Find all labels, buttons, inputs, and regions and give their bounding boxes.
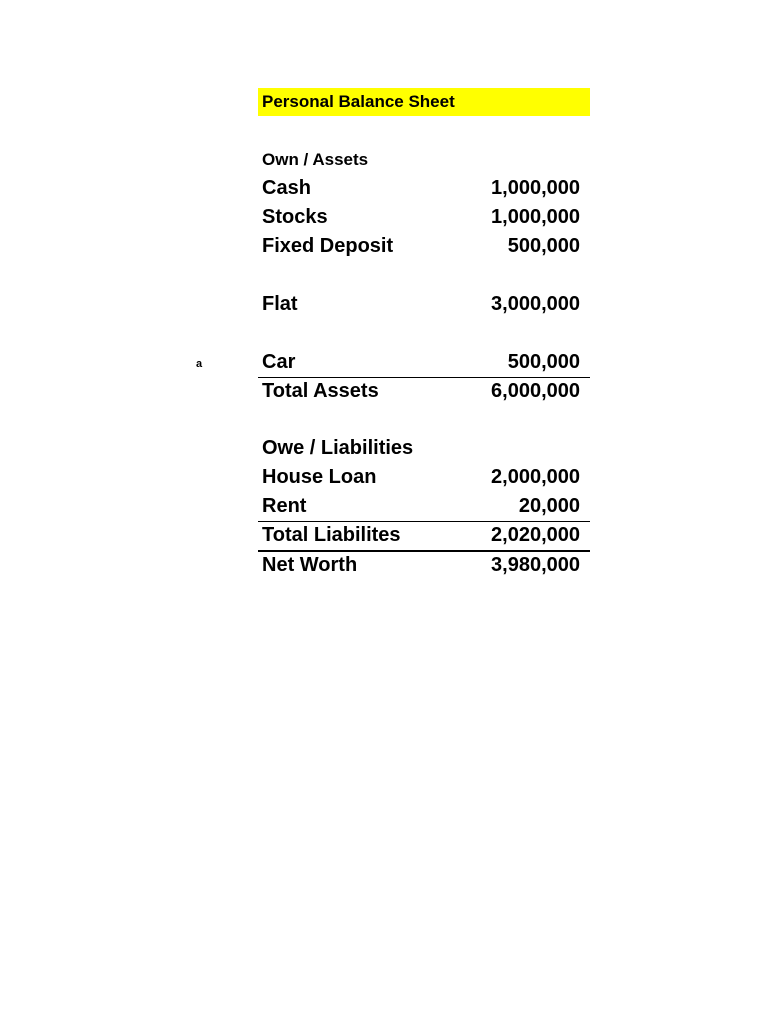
liabilities-heading-row	[258, 434, 590, 463]
asset-value: 500,000	[507, 235, 580, 257]
asset-value: 3,000,000	[491, 293, 580, 315]
liability-value: 2,000,000	[491, 466, 580, 488]
total-liabilities-label: Total Liabilites	[262, 524, 401, 546]
asset-row-car	[258, 348, 590, 377]
asset-row-flat	[258, 290, 590, 319]
asset-label: Fixed Deposit	[262, 235, 394, 257]
asset-value: 500,000	[507, 351, 580, 373]
margin-mark: a	[196, 358, 203, 370]
total-liabilities-row	[258, 521, 590, 550]
liability-label: Rent	[262, 495, 307, 517]
total-assets-value: 6,000,000	[491, 380, 580, 402]
asset-label: Car	[262, 351, 296, 373]
total-assets-label: Total Assets	[262, 380, 379, 402]
asset-row-cash	[258, 174, 590, 203]
asset-row-stocks	[258, 203, 590, 232]
net-worth-row	[258, 551, 590, 580]
total-liabilities-value: 2,020,000	[491, 524, 580, 546]
liability-row-house-loan	[258, 463, 590, 492]
asset-label: Cash	[262, 177, 311, 199]
asset-label: Flat	[262, 293, 298, 315]
net-worth-value: 3,980,000	[491, 554, 580, 576]
liabilities-heading: Owe / Liabilities	[262, 437, 414, 459]
total-assets-row	[258, 377, 590, 406]
liability-row-rent	[258, 492, 590, 521]
net-worth-label: Net Worth	[262, 554, 358, 576]
assets-heading: Own / Assets	[262, 150, 369, 169]
asset-value: 1,000,000	[491, 206, 580, 228]
asset-row-fixed-deposit	[258, 232, 590, 261]
balance-sheet	[258, 88, 590, 576]
liability-value: 20,000	[518, 495, 580, 517]
sheet-title: Personal Balance Sheet	[258, 88, 590, 116]
liability-label: House Loan	[262, 466, 377, 488]
asset-label: Stocks	[262, 206, 328, 228]
asset-value: 1,000,000	[491, 177, 580, 199]
